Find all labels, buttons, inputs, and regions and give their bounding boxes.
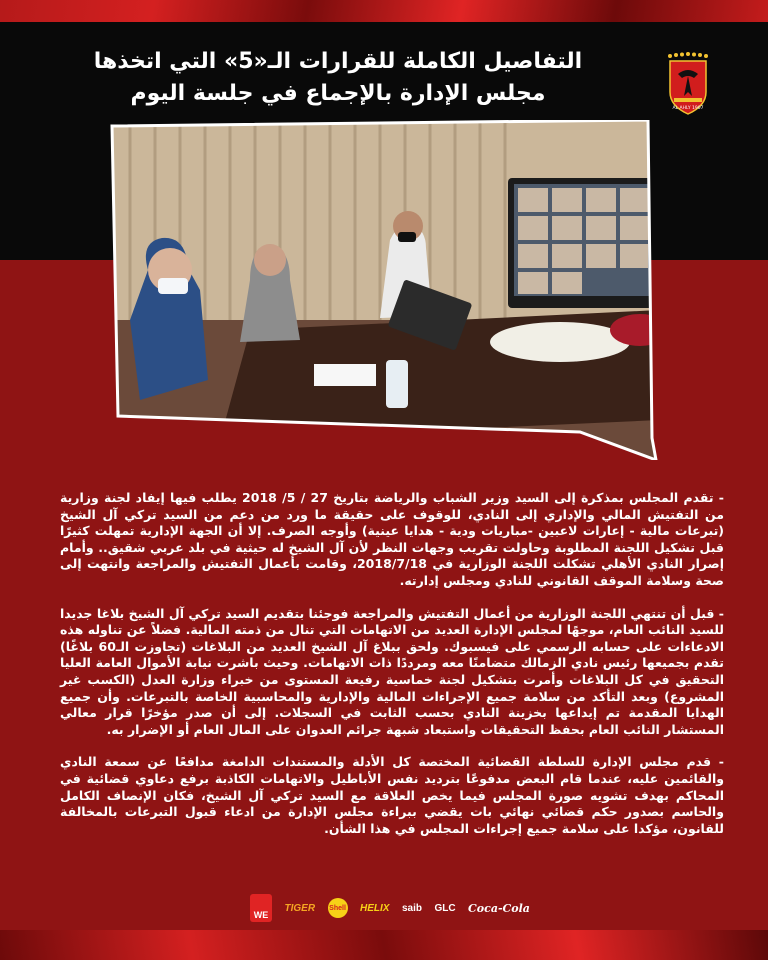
glc-logo: GLC <box>434 902 456 914</box>
headline-line-2: مجلس الإدارة بالإجماع في جلسة اليوم <box>130 81 546 106</box>
headline-line-1: التفاصيل الكاملة للقرارات الـ«5» التي اتخذها <box>93 49 583 74</box>
helix-logo: HELIX <box>360 902 390 914</box>
shell-logo: Shell <box>328 898 348 918</box>
sponsor-bar <box>250 890 530 926</box>
article-paragraph-3: - قدم مجلس الإدارة للسلطة القضائية المختصة كل الأدلة والمستندات الدامغة مدافعًا عن سمعة النادي والقائمين عليه، عندما قام البعض مدفوعًا بترديد نفس الأباطيل والاتهامات الكاذبة برفع دعاوي قضائية في المحاكم بهدف تشويه صورة المجلس فيما يخص العلاقة مع السيد تركي آل الشيخ، فكان الإنصاف الكامل والحاسم بصدور حكم قضائي نهائي بات يقضي ببراءة مجلس الإدارة من ادعاء قبول التبرعات بالمخالفة للقانون، مؤكدا على سلامة جميع إجراءات المجلس في هذا الشأن. <box>60 754 724 836</box>
top-decorative-band <box>0 0 768 22</box>
crest-caption: AL AHLY 1907 <box>672 106 704 111</box>
coca-cola-logo: Coca-Cola <box>468 901 530 915</box>
tiger-logo: TIGER <box>284 902 316 914</box>
article-paragraph-1: - تقدم المجلس بمذكرة إلى السيد وزير الشباب والرياضة بتاريخ 27 / 5/ 2018 يطلب فيها إيفاد لجنة وزارية من التفتيش المالي والإداري إلى النادي، للوقوف على حقيقة ما ورد من دعم من السيد تركي آل الشيخ (تبرعات مالية - إعارات لاعبين -مباريات ودية - هدايا عينية) وأوجه الصرف. إلا أن الجهة الإدارية تمهلت كثيرًا قبل تشكيل اللجنة المطلوبة وحاولت تقريب وجهات النظر لأن آل الشيخ له حيثية في بلد عربي شقيق.. وأمام إصرار النادي الأهلي تشكلت اللجنة الوزارية في 2018/7/18، وقامت بأعمال التفتيش والمراجعة وانتهت إلى صحة وسلامة الموقف القانوني للنادي ومجلس إدارته. <box>60 490 725 588</box>
article-body <box>60 490 724 853</box>
meeting-photo <box>100 120 660 460</box>
article-paragraph-2: - قبل أن تنتهي اللجنة الوزارية من أعمال التفتيش والمراجعة فوجئنا بتقديم السيد تركي آل الشيخ بلاغا جديدا للسيد النائب العام، موجهًا لمجلس الإدارة العديد من الاتهامات التي تنال من ذمته المالية. فضلاً عن تناوله هذه الادعاءات على حسابه الرسمي على فيسبوك. ولحق ببلاغ آل الشيخ العديد من البلاغات (تجاوزت الـ60 بلاغًا) تقدم بجميعها رئيس نادي الزمالك متضامنًا معه ومرددًا ذات الاتهامات. وحيث باشرت نيابة الأموال العامة العليا التحقيق في كل البلاغات وأمرت بتشكيل لجنة خماسية رفيعة المستوى من خبراء وزارة العدل (الكسب غير المشروع) وبعد التأكد من سلامة جميع الإجراءات المالية والإدارية والمحاسبية الخاصة بالتبرعات. وأن جميع الهدايا المقدمة تم إيداعها بخزينة النادي بحسب الثابت في السجلات. إلى أن صدر مؤخرًا قرار معالي المستشار النائب العام بحفظ التحقيقات واستبعاد شبهة جرائم العدوان على المال العام أو الإضرار به. <box>60 605 725 737</box>
al-ahly-crest-icon <box>664 52 712 116</box>
headline <box>58 46 618 110</box>
we-logo: WE <box>250 894 272 922</box>
saib-logo: saib <box>401 902 422 914</box>
bottom-decorative-band <box>0 930 768 960</box>
